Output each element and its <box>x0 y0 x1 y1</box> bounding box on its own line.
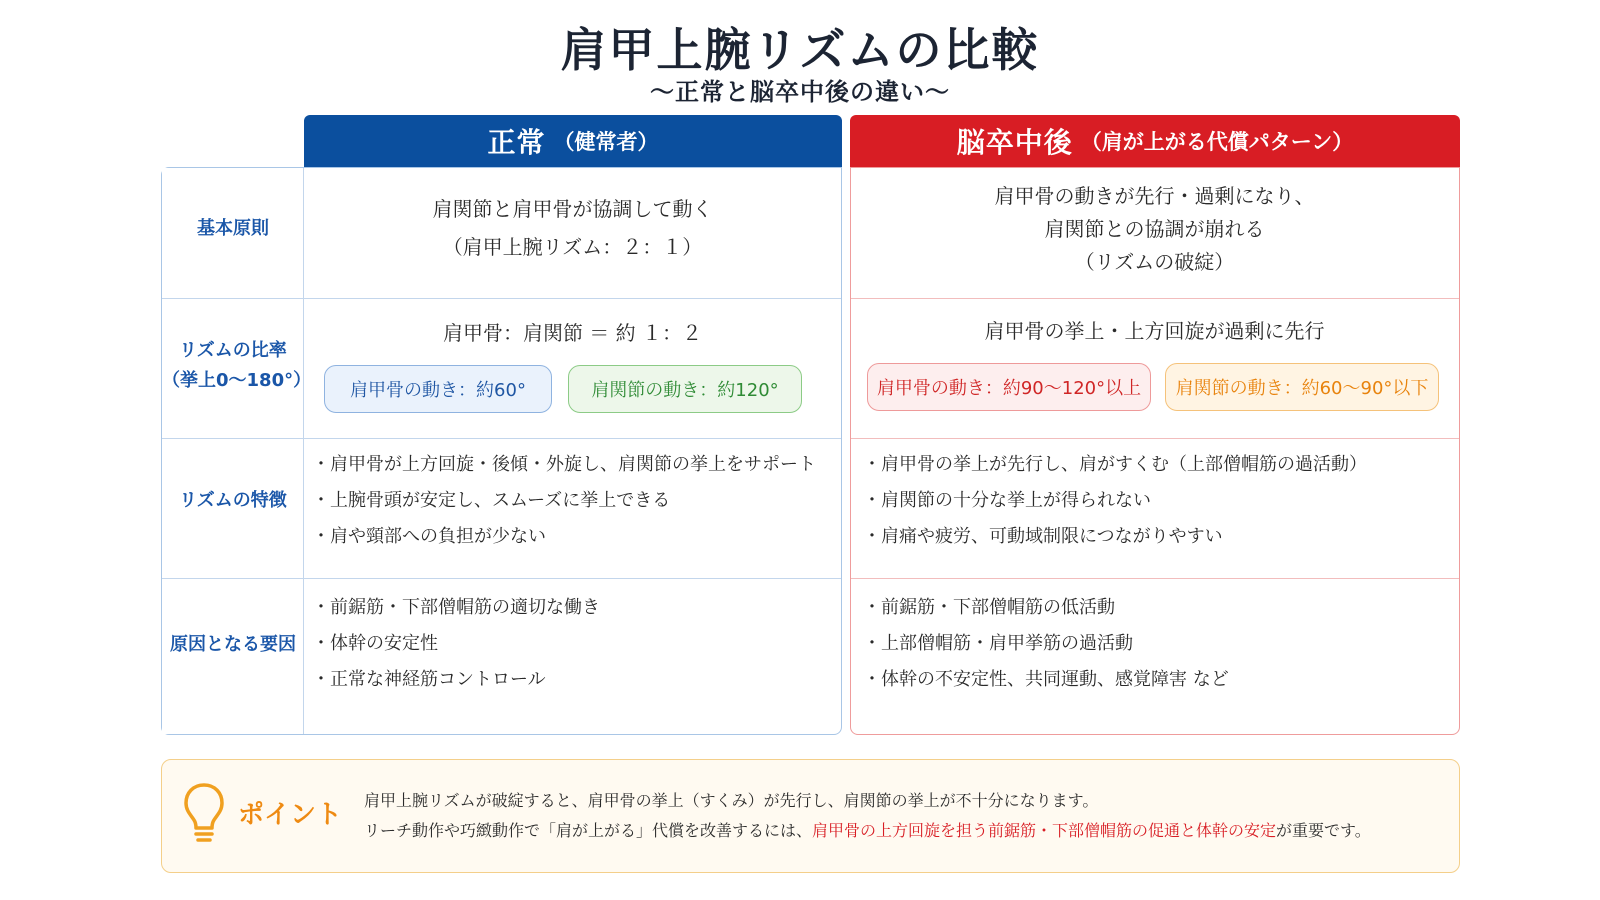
normal-header-sub: （健常者） <box>553 130 659 154</box>
list-item: ・ 上腕骨頭が安定し、スムーズに挙上できる <box>312 483 816 519</box>
page-subtitle: 〜正常と脳卒中後の違い〜 <box>650 78 950 106</box>
row-divider <box>162 578 841 579</box>
list-item: ・ 体幹の不安定性、共同運動、感覚障害 など <box>863 662 1229 698</box>
label-ratio-range: （挙上0〜180°） <box>162 370 312 391</box>
stroke-shoulder-pill: 肩関節の動き：約60〜90°以下 <box>1165 363 1439 411</box>
stroke-ratio: 肩甲骨の挙上・上方回旋が過剰に先行 <box>984 319 1325 343</box>
point-line-1: 肩甲上腕リズムが破綻すると、肩甲骨の挙上（すくみ）が先行し、肩関節の挙上が不十分になります。 <box>364 791 1099 810</box>
list-item: ・ 肩甲骨の挙上が先行し、肩がすくむ（上部僧帽筋の過活動） <box>863 447 1367 483</box>
label-ratio: リズムの比率 <box>179 340 287 361</box>
lightbulb-icon <box>182 782 226 846</box>
label-principle: 基本原則 <box>197 218 269 239</box>
list-item: ・ 体幹の安定性 <box>312 626 600 662</box>
row-divider <box>851 438 1459 439</box>
normal-scapula-pill: 肩甲骨の動き：約60° <box>324 365 552 413</box>
point-line-2-start: リーチ動作や巧緻動作で「肩が上がる」代償を改善するには、 <box>364 821 813 840</box>
stroke-column-header <box>850 115 1460 167</box>
point-label: ポイント <box>238 800 343 830</box>
stroke-principle-line: 肩関節との協調が崩れる <box>1044 217 1265 241</box>
stroke-principle-line: 肩甲骨の動きが先行・過剰になり、 <box>994 184 1315 208</box>
stroke-header-sub: （肩が上がる代償パターン） <box>1080 130 1354 154</box>
list-item: ・ 肩甲骨が上方回旋・後傾・外旋し、肩関節の挙上をサポート <box>312 447 816 483</box>
list-item: ・ 前鋸筋・下部僧帽筋の適切な働き <box>312 590 600 626</box>
point-box <box>161 759 1460 873</box>
stroke-principle-line: （リズムの破綻） <box>1074 250 1235 274</box>
list-item: ・ 肩関節の十分な挙上が得られない <box>863 483 1367 519</box>
list-item: ・ 肩や頸部への負担が少ない <box>312 519 816 555</box>
normal-shoulder-pill: 肩関節の動き：約120° <box>568 365 802 413</box>
normal-ratio: 肩甲骨：肩関節 ＝ 約 １：２ <box>442 321 703 345</box>
normal-principle-line: （肩甲上腕リズム：２：１） <box>442 235 703 259</box>
point-line-2-end: が重要です。 <box>1276 821 1371 840</box>
stroke-principle <box>851 180 1458 279</box>
label-causes: 原因となる要因 <box>170 634 296 655</box>
row-divider <box>851 298 1459 299</box>
normal-features-list <box>312 447 816 555</box>
stroke-features-list <box>863 447 1367 555</box>
point-line-2 <box>364 816 1371 846</box>
row-divider <box>162 438 841 439</box>
row-divider <box>162 298 841 299</box>
list-item: ・ 正常な神経筋コントロール <box>312 662 600 698</box>
stroke-scapula-pill: 肩甲骨の動き：約90〜120°以上 <box>867 363 1151 411</box>
stroke-causes-list <box>863 590 1229 698</box>
row-label-column <box>162 168 312 734</box>
point-highlight: 肩甲骨の上方回旋を担う前鋸筋・下部僧帽筋の促通と体幹の安定 <box>812 821 1277 840</box>
normal-header-main: 正常 <box>487 126 546 159</box>
stroke-table <box>850 167 1460 735</box>
normal-table <box>161 167 842 735</box>
row-divider <box>851 578 1459 579</box>
normal-principle-line: 肩関節と肩甲骨が協調して動く <box>432 197 713 221</box>
list-item: ・ 上部僧帽筋・肩甲挙筋の過活動 <box>863 626 1229 662</box>
list-item: ・ 前鋸筋・下部僧帽筋の低活動 <box>863 590 1229 626</box>
normal-column-header <box>304 115 842 167</box>
list-item: ・ 肩痛や疲労、可動域制限につながりやすい <box>863 519 1367 555</box>
point-text <box>364 786 1371 846</box>
page-title: 肩甲上腕リズムの比較 <box>560 23 1040 77</box>
normal-principle <box>304 190 841 266</box>
label-features: リズムの特徴 <box>179 490 287 511</box>
stroke-header-main: 脳卒中後 <box>956 126 1073 159</box>
normal-causes-list <box>312 590 600 698</box>
